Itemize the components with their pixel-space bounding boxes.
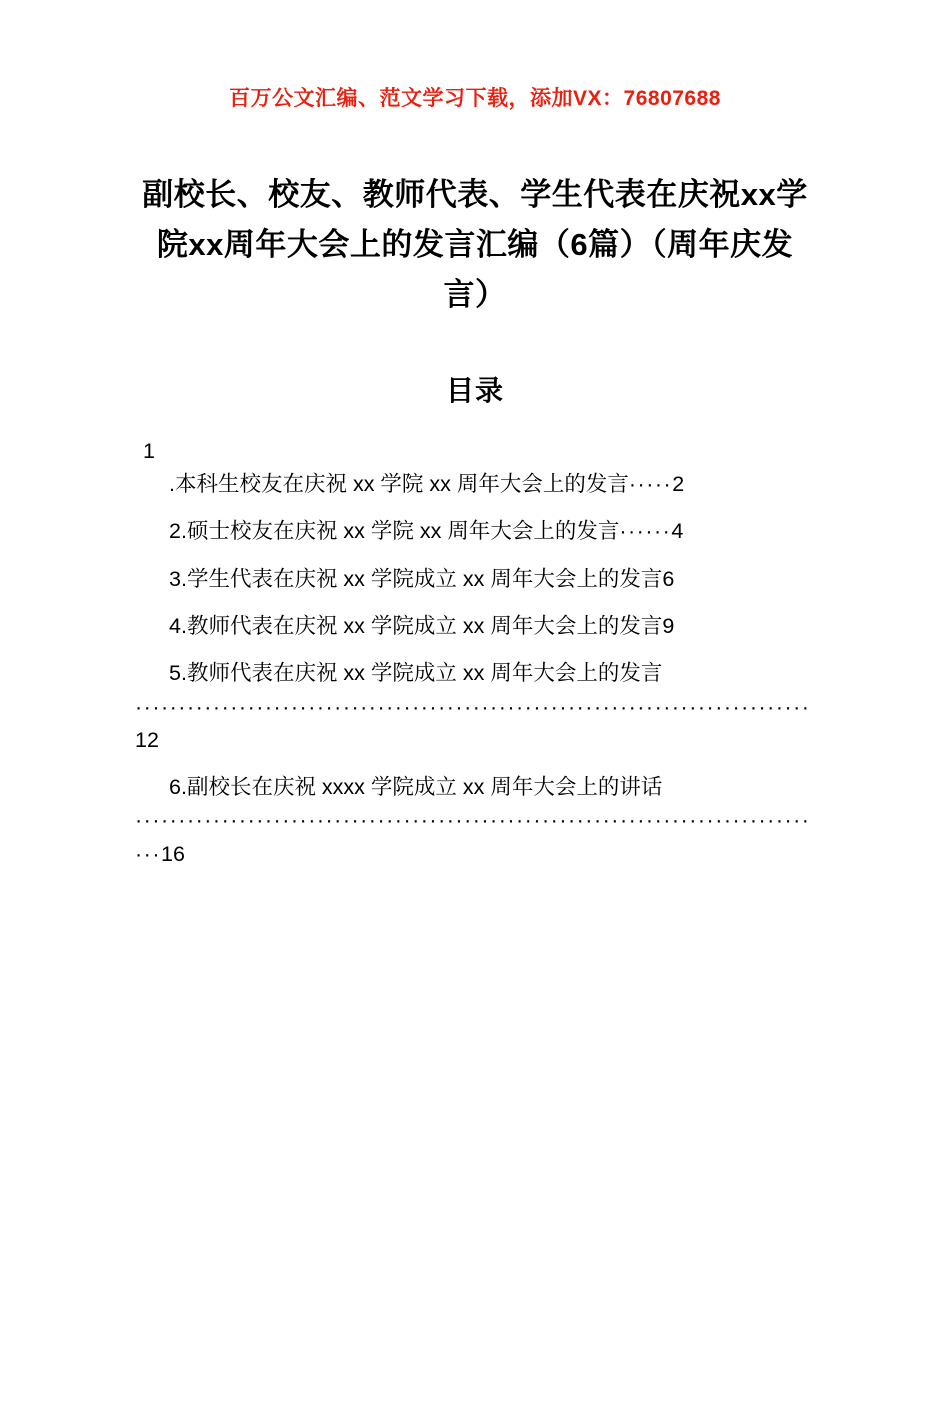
toc-entry-page: 2 bbox=[672, 471, 685, 496]
toc-entry-page: 16 bbox=[160, 841, 185, 866]
toc-entry[interactable] bbox=[135, 610, 815, 643]
toc-entry[interactable] bbox=[135, 771, 815, 871]
toc-entry-page: 4 bbox=[671, 519, 684, 544]
toc-entry-number: 5 bbox=[169, 661, 181, 686]
toc-entry-label: .副校长在庆祝 xxxx 学院成立 xx 周年大会上的讲话 bbox=[180, 775, 663, 800]
toc-entry-label: .教师代表在庆祝 xx 学院成立 xx 周年大会上的发言 bbox=[180, 661, 663, 686]
document-page bbox=[0, 82, 950, 1426]
toc-entry-number: 6 bbox=[169, 775, 181, 800]
page-title: 副校长、校友、教师代表、学生代表在庆祝xx学院xx周年大会上的发言汇编（6篇）（周年庆发言） bbox=[142, 177, 808, 313]
toc-entry-dots: ················································································· bbox=[135, 808, 811, 866]
toc-entry-label: .硕士校友在庆祝 xx 学院 xx 周年大会上的发言 bbox=[180, 519, 620, 544]
toc-entry-label: .教师代表在庆祝 xx 学院成立 xx 周年大会上的发言 bbox=[180, 613, 663, 638]
toc-entry[interactable] bbox=[135, 563, 815, 596]
toc-entry-page: 9 bbox=[662, 613, 675, 638]
toc-entry-page: 12 bbox=[135, 727, 159, 752]
toc-entry-number: 4 bbox=[169, 613, 181, 638]
toc-entry[interactable] bbox=[135, 657, 815, 757]
toc-entry-number: 1 bbox=[143, 438, 155, 463]
table-of-contents bbox=[135, 435, 815, 871]
toc-entry-label: .学生代表在庆祝 xx 学院成立 xx 周年大会上的发言 bbox=[180, 566, 663, 591]
toc-entry-number: 2 bbox=[169, 519, 181, 544]
toc-entry-page: 6 bbox=[662, 566, 675, 591]
toc-heading: 目录 bbox=[445, 374, 504, 406]
watermark-text: 百万公文汇编、范文学习下载，添加VX：76807688 bbox=[229, 87, 721, 110]
toc-entry[interactable] bbox=[135, 435, 815, 502]
toc-entry-dots: ·············································································· bbox=[135, 694, 811, 719]
toc-entry-number: 3 bbox=[169, 566, 181, 591]
toc-entry-dots: ······ bbox=[619, 519, 672, 544]
toc-entry-label: .本科生校友在庆祝 xx 学院 xx 周年大会上的发言 bbox=[169, 471, 629, 496]
toc-entry-dots: ····· bbox=[628, 471, 673, 496]
toc-entry[interactable] bbox=[135, 515, 815, 548]
